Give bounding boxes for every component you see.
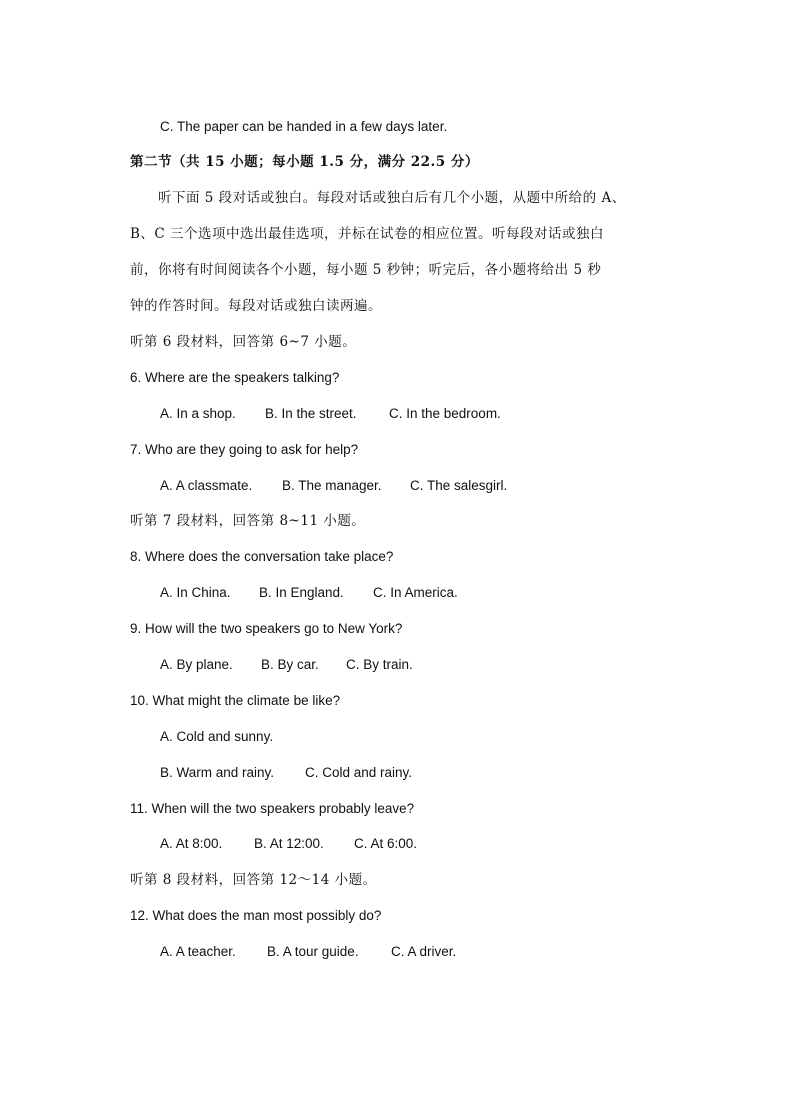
question-7: 7. Who are they going to ask for help? — [130, 442, 359, 457]
question-10-option-c: C. Cold and rainy. — [305, 765, 413, 780]
question-7-options — [160, 477, 507, 495]
question-11-option-a: A. At 8:00. — [160, 836, 223, 851]
question-8-option-a: A. In China. — [160, 585, 231, 600]
question-9-option-a: A. By plane. — [160, 657, 233, 672]
question-11-option-c: C. At 6:00. — [354, 836, 418, 851]
question-6-option-b: B. In the street. — [265, 406, 357, 421]
question-10-option-b: B. Warm and rainy. — [160, 765, 275, 780]
section-heading: 第二节（共 15 小题；每小题 1.5 分，满分 22.5 分） — [130, 154, 479, 170]
instructions-line-1: 听下面 5 段对话或独白。每段对话或独白后有几个小题，从题中所给的 A、 — [158, 190, 626, 206]
question-10-option-a: A. Cold and sunny. — [160, 729, 274, 744]
question-7-option-a: A. A classmate. — [160, 478, 253, 493]
question-11-option-b: B. At 12:00. — [254, 836, 324, 851]
instructions-line-3: 前，你将有时间阅读各个小题，每小题 5 秒钟；听完后，各小题将给出 5 秒 — [130, 262, 602, 278]
question-12-options — [160, 943, 456, 961]
question-11-options — [160, 835, 417, 853]
question-12-option-a: A. A teacher. — [160, 944, 236, 959]
instructions-line-2: B、C 三个选项中选出最佳选项，并标在试卷的相应位置。听每段对话或独白 — [130, 226, 605, 242]
question-9-option-c: C. By train. — [346, 657, 413, 672]
question-11: 11. When will the two speakers probably leave? — [130, 801, 415, 816]
question-8-option-b: B. In England. — [259, 585, 344, 600]
material-7-heading: 听第 7 段材料，回答第 8~11 小题。 — [130, 513, 366, 529]
question-6-option-a: A. In a shop. — [160, 406, 236, 421]
question-10: 10. What might the climate be like? — [130, 693, 341, 708]
question-6-options — [160, 405, 501, 423]
material-8-heading: 听第 8 段材料，回答第 12～14 小题。 — [130, 872, 377, 888]
question-7-option-c: C. The salesgirl. — [410, 478, 508, 493]
option-c-previous-question: C. The paper can be handed in a few days later. — [160, 119, 448, 134]
instructions-line-4: 钟的作答时间。每段对话或独白读两遍。 — [130, 298, 382, 314]
question-12-option-c: C. A driver. — [391, 944, 457, 959]
question-9-option-b: B. By car. — [261, 657, 319, 672]
question-8: 8. Where does the conversation take place? — [130, 549, 394, 564]
question-7-option-b: B. The manager. — [282, 478, 382, 493]
question-9-options — [160, 656, 413, 674]
material-6-heading: 听第 6 段材料，回答第 6~7 小题。 — [130, 334, 357, 350]
question-6-option-c: C. In the bedroom. — [389, 406, 501, 421]
question-8-options — [160, 584, 458, 602]
question-12: 12. What does the man most possibly do? — [130, 908, 382, 923]
question-6: 6. Where are the speakers talking? — [130, 370, 340, 385]
question-10-options-bc — [160, 764, 412, 782]
question-8-option-c: C. In America. — [373, 585, 458, 600]
question-9: 9. How will the two speakers go to New York? — [130, 621, 403, 636]
question-12-option-b: B. A tour guide. — [267, 944, 359, 959]
